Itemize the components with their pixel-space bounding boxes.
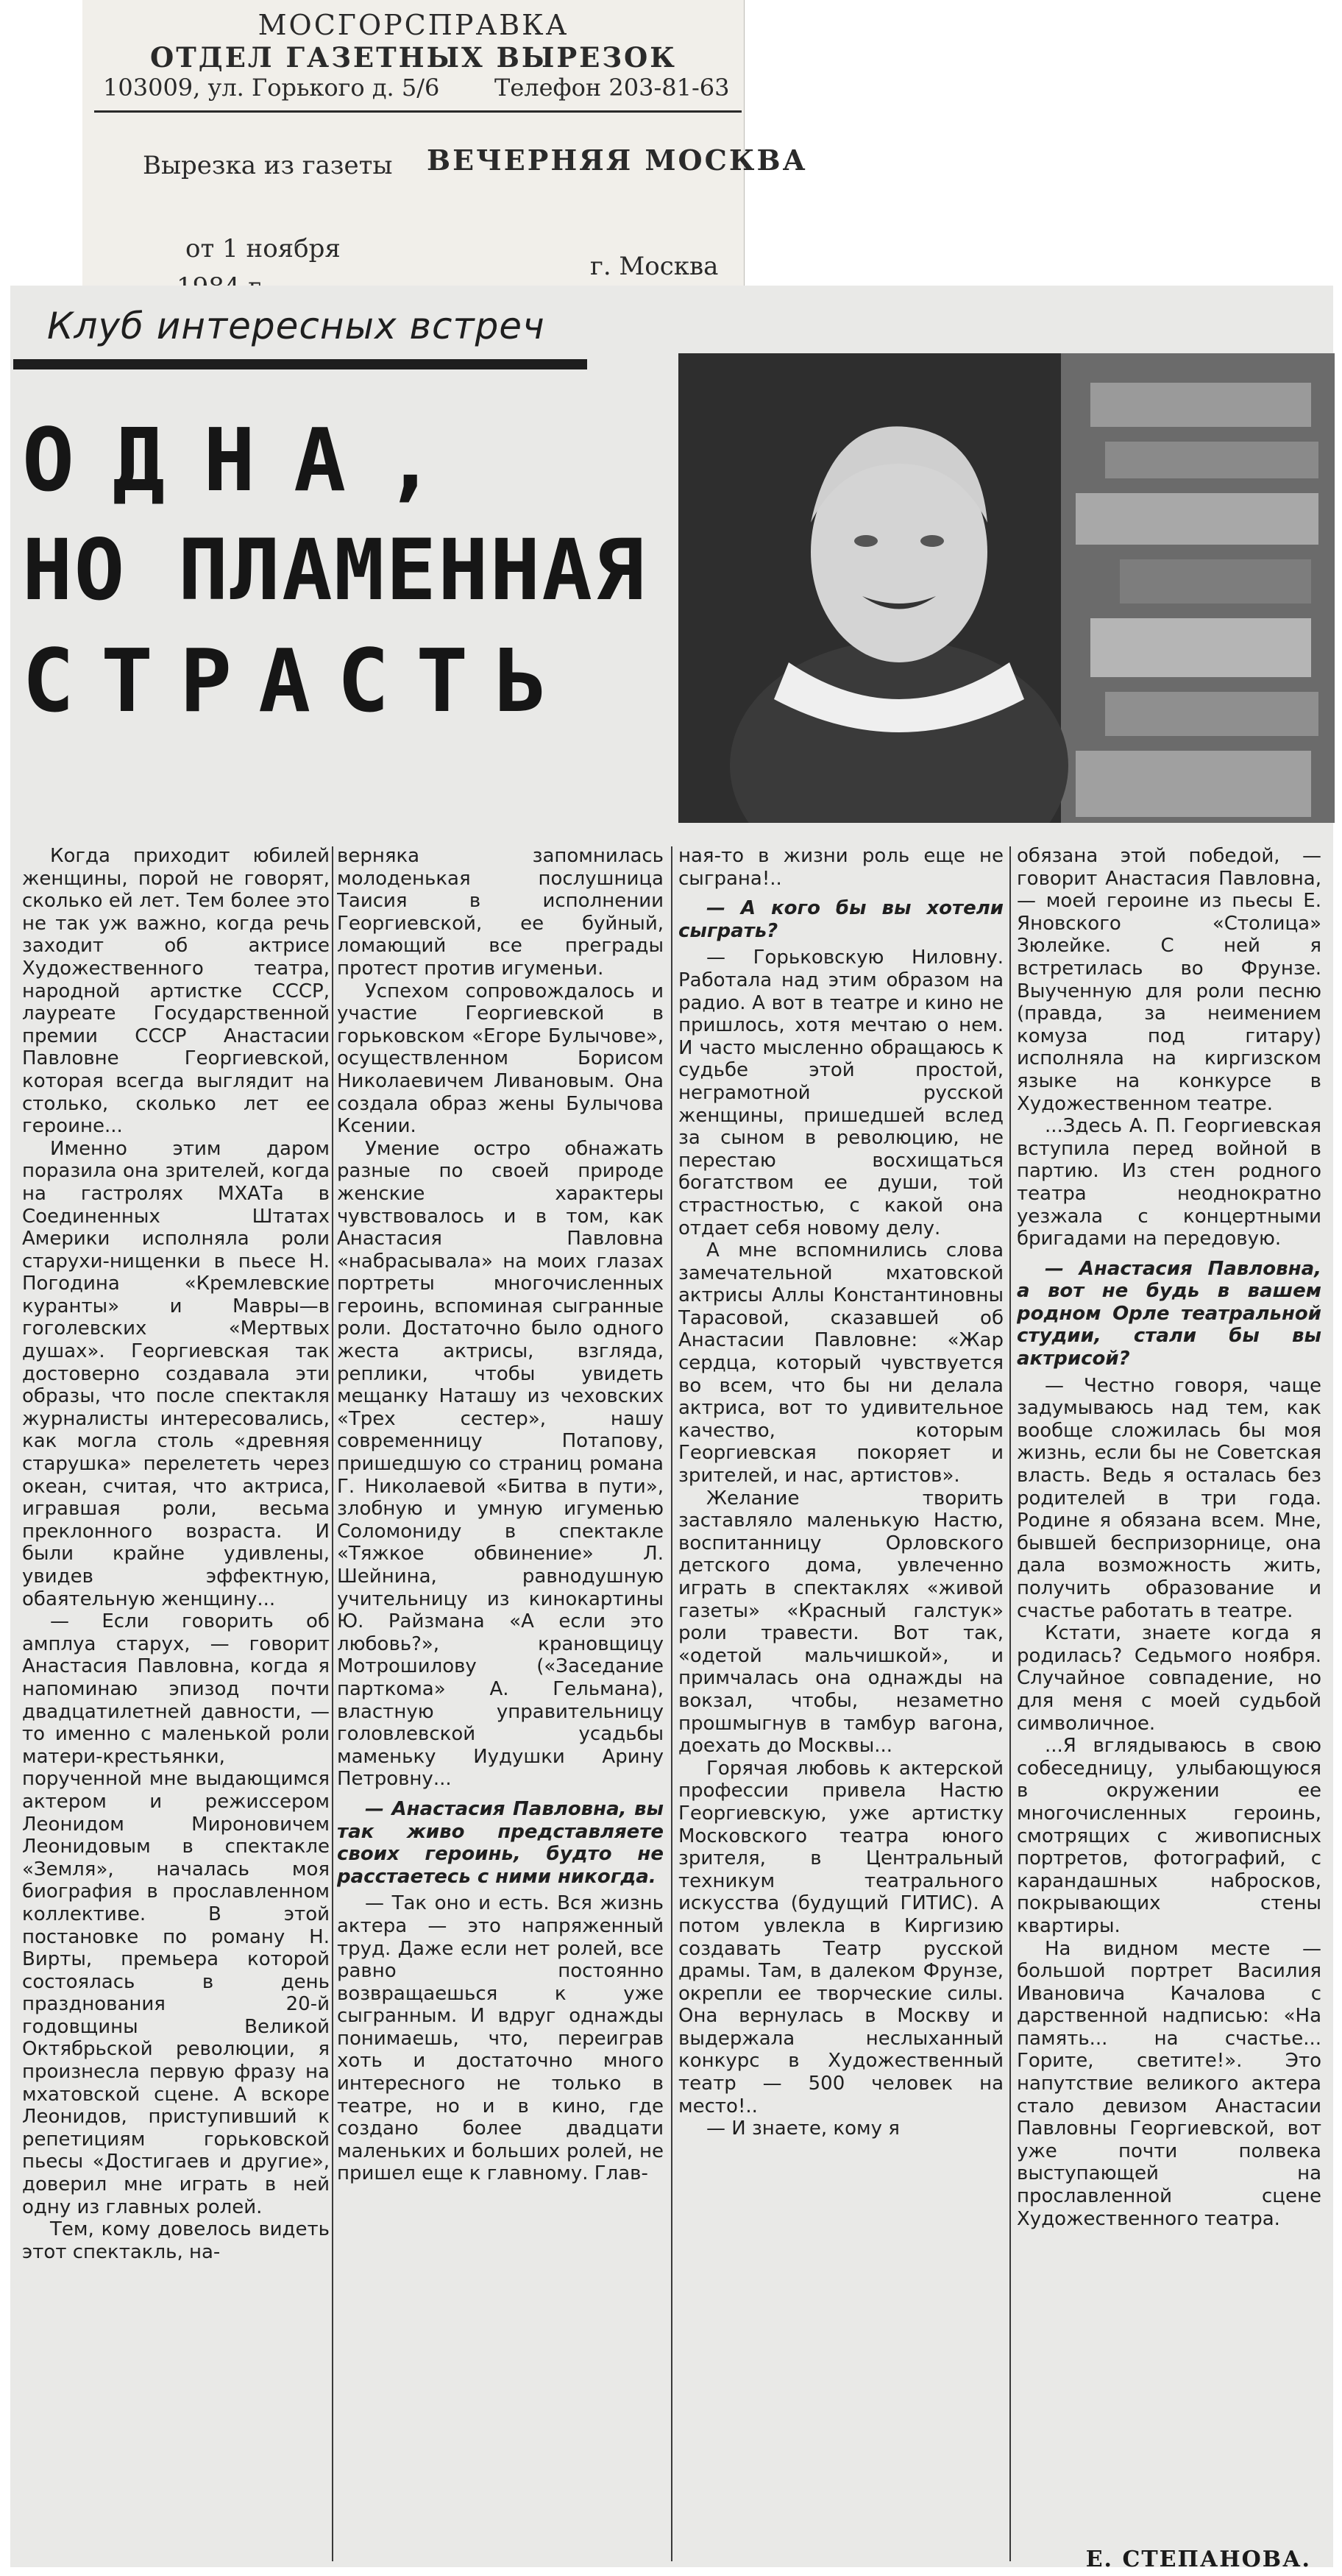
bureau-department: ОТДЕЛ ГАЗЕТНЫХ ВЫРЕЗОК xyxy=(150,41,677,74)
paragraph: Именно этим даром поразила она зрителей, когда на гастролях МХАТа в Соединенных Штатах Америки исполняла роли старухи-нищенки в пьесе Н. Погодина «Кремлевские куранты» и Мавры—в гоголевских «Мертвых душах». Георгиевская так достоверно создавала эти образы, что после спектакля журналисты интересовались, как могла столь «древняя старушка» перелететь через океан, считая, что актриса, игравшая роли, весьма преклонного возраста. И были крайне удивлены, увидев эффектную, обаятельную женщину... xyxy=(22,1137,330,1610)
paragraph: — Если говорить об амплуа старух, — говорит Анастасия Павловна, когда я напоминаю эпизод почти двадцатилетней давности, — то именно с маленькой роли матери-крестьянки, порученной мне выдающимся актером и режиссером Леонидом Мироновичем Леонидовым в спектакле «Земля», началась моя биография в прославленном коллективе. В этой постановке по роману Н. Вирты, премьера которой состоялась в день празднования 20-й годовщины Великой Октябрьской революции, я произнесла первую фразу на мхатовской сцене. А вскоре Леонидов, приступивший к репетициям горьковской пьесы «Достигаев и другие», доверил мне играть в ней одну из главных ролей. xyxy=(22,1610,330,2218)
interview-question: — А кого бы вы хотели сыграть? xyxy=(678,897,1004,942)
text-column-3 xyxy=(678,845,1004,2538)
paragraph: ...Я вглядываюсь в свою собеседницу, улыбающуюся в окружении ее многочисленных героинь, смотрящих с живописных портретов, фотографий, с карандашных набросков, покрывающих стены квартиры. xyxy=(1017,1735,1321,1937)
column-divider xyxy=(671,846,672,2561)
paragraph: На видном месте — большой портрет Василия Ивановича Качалова с дарственной надписью: «На память... на счастье... Горите, светите!». Это напутствие великого актера стало девизом Анастасии Павловны Георгиевской, вот уже почти полвека выступающей на прославленной сцене Художественного театра. xyxy=(1017,1937,1321,2230)
headline-line-2: НО ПЛАМЕННАЯ xyxy=(22,521,646,619)
text-column-4 xyxy=(1017,845,1321,2538)
slip-rule xyxy=(94,110,742,113)
paragraph: — Честно говоря, чаще задумываюсь над тем, как вообще сложилась бы моя жизнь, если бы не Советская власть. Ведь я осталась без родителей в три года. Родине я обязана всем. Мне, бывшей беспризорнице, она дала возможность жить, получить образование и счастье работать в театре. xyxy=(1017,1374,1321,1622)
text-column-1 xyxy=(22,845,330,2538)
paragraph: обязана этой победой, — говорит Анастасия Павловна, — моей героине из пьесы Е. Яновского «Столица» Зюлейке. С ней я встретилась во Фрунзе. Выученную для роли песню (правда, за неимением комуза под гитару) исполняла на киргизском языке на конкурсе в Художественном театре. xyxy=(1017,845,1321,1115)
paragraph: Когда приходит юбилей женщины, порой не говорят, сколько ей лет. Тем более это не так уж важно, когда речь заходит об актрисе Художественного театра, народной артистке СССР, лауреате Государственной премии СССР Анастасии Павловне Георгиевской, которая всегда выглядит на столько, сколько лет ее героине... xyxy=(22,845,330,1138)
headline-line-1: ОДНА, xyxy=(22,409,475,511)
newspaper-name: ВЕЧЕРНЯЯ МОСКВА xyxy=(427,144,808,177)
bureau-address: 103009, ул. Горького д. 5/6 xyxy=(103,74,440,102)
clip-city: г. Москва xyxy=(590,252,719,281)
clip-date: от 1 ноября xyxy=(185,234,341,263)
paragraph: ...Здесь А. П. Георгиевская вступила перед войной в партию. Из стен родного театра неоднократно уезжала с концертными бригадами на передовую. xyxy=(1017,1115,1321,1250)
column-divider xyxy=(1009,846,1011,2561)
clipping-bureau-slip xyxy=(82,0,808,305)
portrait-photo xyxy=(678,353,1335,823)
paragraph: Тем, кому довелось видеть этот спектакль, на- xyxy=(22,2218,330,2263)
paragraph: Кстати, знаете когда я родилась? Седьмого ноября. Случайное совпадение, но для меня с моей судьбой символичное. xyxy=(1017,1622,1321,1735)
column-divider xyxy=(332,846,333,2561)
paragraph: Горячая любовь к актерской профессии привела Настю Георгиевскую, уже артистку Московского театра юного зрителя, в Центральный техникум театрального искусства (будущий ГИТИС). А потом увлекла в Киргизию создавать Театр русской драмы. Там, в далеком Фрунзе, окрепли ее творческие силы. Она вернулась в Москву и выдержала неслыханный конкурс в Художественный театр — 500 человек на место!.. xyxy=(678,1757,1004,2117)
clip-from-label: Вырезка из газеты xyxy=(143,151,393,180)
paragraph: Умение остро обнажать разные по своей природе женские характеры чувствовалось и в том, как Анастасия Павловна «набрасывала» на моих глазах портреты многочисленных героинь, вспоминая сыгранные роли. Достаточно было одного жеста актрисы, взгляда, реплики, чтобы увидеть мещанку Наташу из чеховских «Трех сестер», нашу современницу Потапову, пришедшую со страниц романа Г. Николаевой «Битва в пути», злобную и умную игуменью Соломониду в спектакле «Тяжкое обвинение» Л. Шейнина, равнодушную учительницу из кинокартины Ю. Райзмана «А если это любовь?», крановщицу Мотрошилову («Заседание парткома» А. Гельмана), властную управительницу головлевской усадьбы маменьку Иудушки Арину Петровну... xyxy=(337,1137,664,1791)
paragraph: А мне вспомнились слова замечательной мхатовской актрисы Аллы Константиновны Тарасовой, сказавшей об Анастасии Павловне: «Жар сердца, который чувствуется во всем, что бы ни делала актриса, вот то удивительное качество, которым Георгиевская покоряет и зрителей, и нас, артистов». xyxy=(678,1239,1004,1487)
headline-line-3: СТРАСТЬ xyxy=(22,630,574,732)
paragraph: ная-то в жизни роль еще не сыграна!.. xyxy=(678,845,1004,890)
paragraph: — И знаете, кому я xyxy=(706,2117,900,2140)
bureau-phone: Телефон 203-81-63 xyxy=(494,74,730,102)
paragraph: верняка запомнилась молоденькая послушница Таисия в исполнении Георгиевской, ее буйный, ломающий все преграды протест против игуменьи. xyxy=(337,845,664,980)
paragraph: — Горьковскую Ниловну. Работала над этим образом на радио. А вот в театре и кино не пришлось, хотя мечтаю о нем. И часто мысленно обращаюсь к судьбе этой простой, неграмотной русской женщины, пришедшей вслед за сыном в революцию, не перестаю восхищаться богатством ее души, той страстностью, с какой она отдает себя новому делу. xyxy=(678,946,1004,1239)
author-signature: Е. СТЕПАНОВА. xyxy=(1085,2547,1311,2572)
article-headline xyxy=(22,405,655,736)
paragraph: Успехом сопровождалось и участие Георгиевской в горьковском «Егоре Булычове», осуществленном Борисом Николаевичем Ливановым. Она создала образ жены Булычова Ксении. xyxy=(337,980,664,1138)
text-column-2 xyxy=(337,845,664,2538)
rubric-title: Клуб интересных встреч xyxy=(47,305,545,347)
paragraph: Желание творить заставляло маленькую Настю, воспитанницу Орловского детского дома, увлеченно играть в спектаклях «живой газеты» «Красный галстук» роли травести. Вот так, «одетой мальчишкой», и примчалась она однажды на вокзал, чтобы, незаметно прошмыгнув в тамбур вагона, доехать до Москвы... xyxy=(678,1487,1004,1758)
paragraph: — Так оно и есть. Вся жизнь актера — это напряженный труд. Даже если нет ролей, все равно постоянно возвращаешься к уже сыгранным. И вдруг однажды понимаешь, что, переиграв хоть и достаточно много интересного не только в театре, но и в кино, где создано более двадцати маленьких и больших ролей, не пришел еще к главному. Глав- xyxy=(337,1892,664,2185)
rubric-rule xyxy=(13,359,587,369)
interview-question: — Анастасия Павловна, а вот не будь в вашем родном Орле театральной студии, стали бы вы актрисой? xyxy=(1017,1257,1321,1370)
interview-question: — Анастасия Павловна, вы так живо представляете своих героинь, будто не расстаетесь с ними никогда. xyxy=(337,1797,664,1888)
bureau-name: МОСГОРСПРАВКА xyxy=(258,9,569,41)
